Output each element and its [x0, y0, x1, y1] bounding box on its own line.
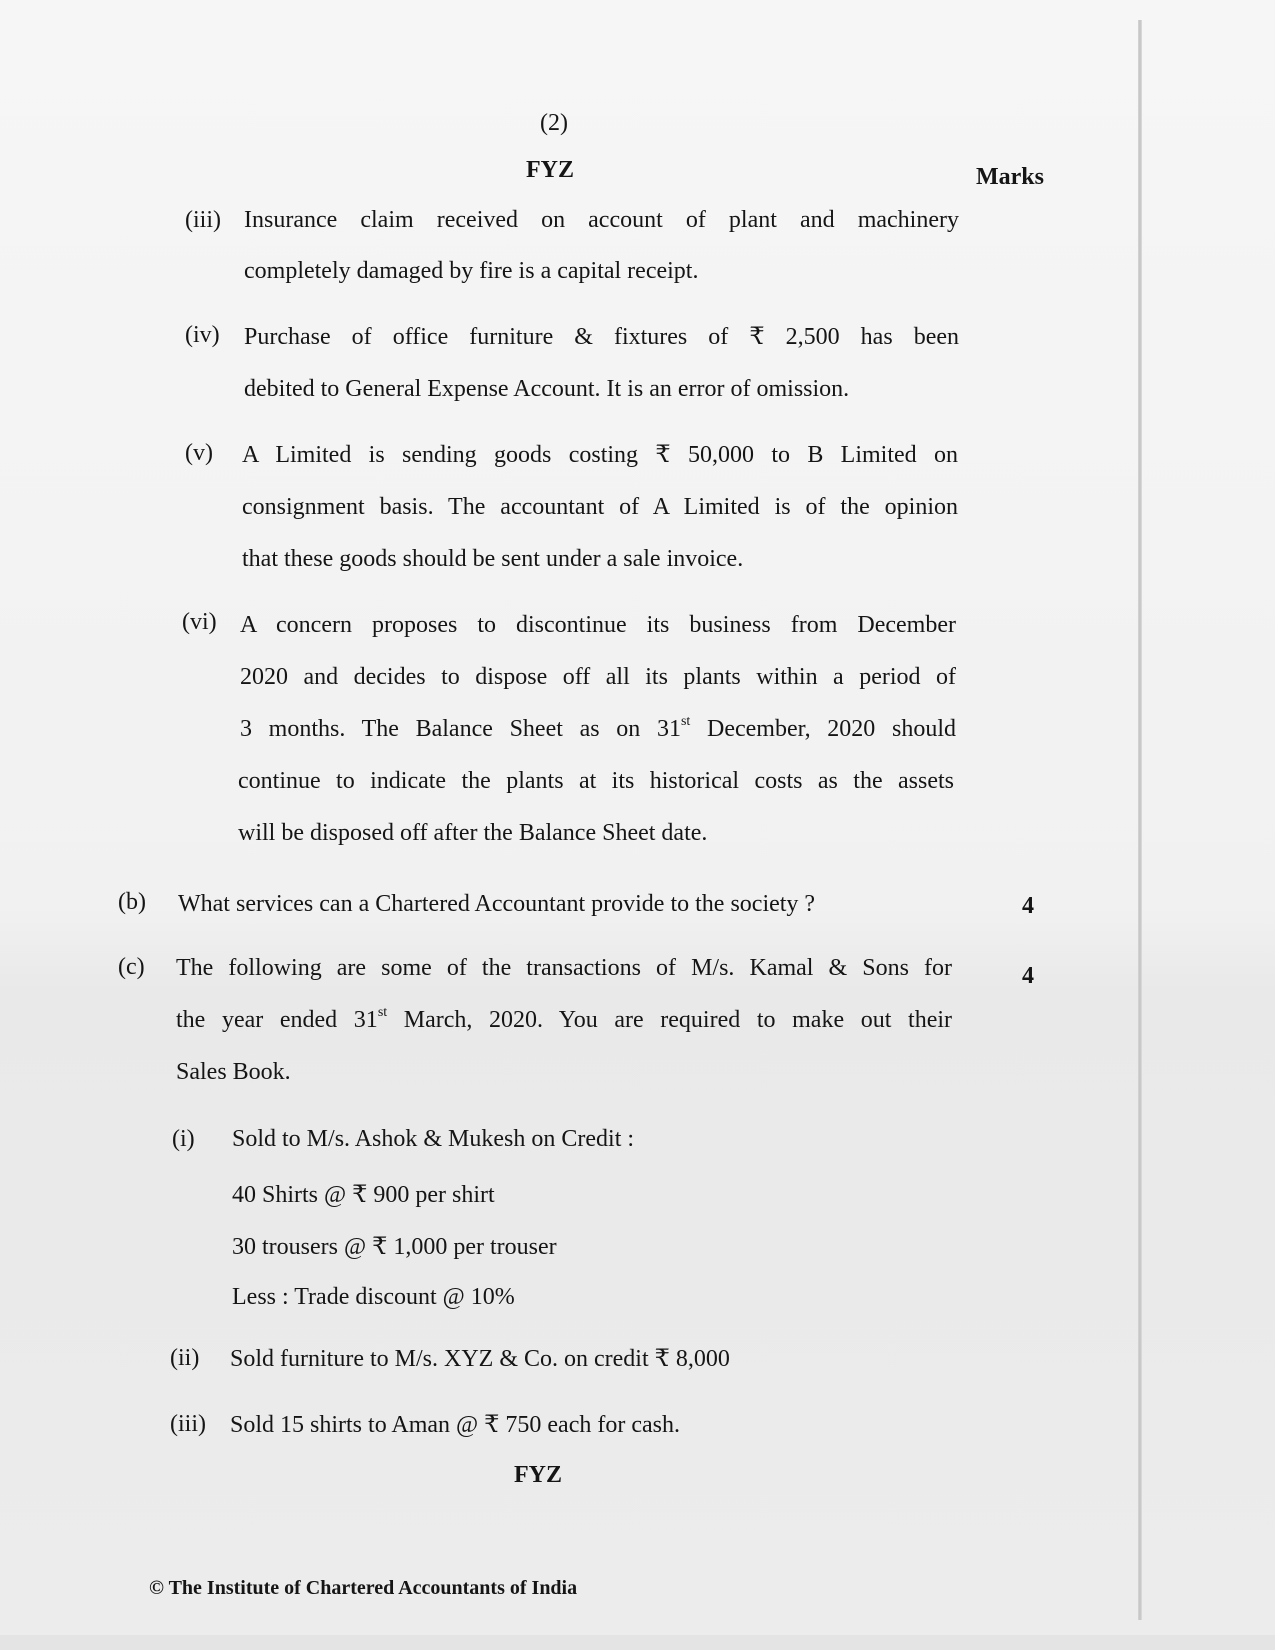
question-c-marker: (c): [118, 954, 145, 980]
page-edge-bottom: [0, 1635, 1275, 1650]
item-text-line: consignment basis. The accountant of A Limited is of the opinion: [242, 494, 958, 520]
item-marker: (iv): [185, 322, 220, 348]
text-segment: 3 months. The Balance Sheet as on 31: [240, 716, 681, 742]
item-marker: (vi): [182, 609, 217, 635]
transaction-line: 40 Shirts @ ₹ 900 per shirt: [232, 1182, 495, 1208]
item-text-line: Purchase of office furniture & fixtures of ₹ 2,500 has been: [244, 324, 959, 350]
item-text-line: will be disposed off after the Balance Sheet date.: [238, 820, 708, 846]
item-marker: (v): [185, 440, 213, 466]
paper-code-header: FYZ: [526, 157, 574, 183]
item-text-line: that these goods should be sent under a sale invoice.: [242, 546, 744, 572]
transaction-line: Sold furniture to M/s. XYZ & Co. on credit ₹ 8,000: [230, 1346, 730, 1372]
item-text-line: Insurance claim received on account of plant and machinery: [244, 207, 959, 233]
page-number: (2): [540, 110, 568, 136]
item-text-line: A Limited is sending goods costing ₹ 50,000 to B Limited on: [242, 442, 958, 468]
question-c-line: [176, 1005, 952, 1035]
transaction-line: Sold 15 shirts to Aman @ ₹ 750 each for cash.: [230, 1412, 680, 1438]
question-b-text: What services can a Chartered Accountant provide to the society ?: [178, 891, 816, 917]
question-c-line: Sales Book.: [176, 1059, 291, 1085]
page-edge-right: [1138, 20, 1142, 1620]
transaction-line: Sold to M/s. Ashok & Mukesh on Credit :: [232, 1126, 635, 1152]
superscript: st: [377, 1005, 388, 1020]
item-text-line: completely damaged by fire is a capital receipt.: [244, 258, 699, 284]
item-marker: (i): [172, 1126, 195, 1152]
text-segment: March, 2020. You are required to make out their: [387, 1007, 953, 1033]
marks-label: Marks: [976, 164, 1044, 190]
question-b-marker: (b): [118, 889, 146, 915]
item-text-line: A concern proposes to discontinue its business from December: [240, 612, 956, 638]
transaction-line: Less : Trade discount @ 10%: [232, 1284, 515, 1310]
text-segment: the year ended 31: [176, 1007, 378, 1033]
question-c-marks: 4: [1022, 963, 1034, 989]
item-marker: (ii): [170, 1345, 200, 1371]
text-segment: December, 2020 should: [690, 716, 956, 742]
item-marker: (iii): [185, 207, 221, 233]
superscript: st: [680, 714, 691, 729]
copyright-notice: © The Institute of Chartered Accountants of India: [149, 1577, 578, 1599]
paper-code-footer: FYZ: [514, 1462, 562, 1488]
question-b-marks: 4: [1022, 893, 1034, 919]
item-text-line: debited to General Expense Account. It is an error of omission.: [244, 376, 850, 402]
item-text-line: [240, 714, 956, 744]
item-marker: (iii): [170, 1411, 206, 1437]
transaction-line: 30 trousers @ ₹ 1,000 per trouser: [232, 1234, 557, 1260]
item-text-line: continue to indicate the plants at its historical costs as the assets: [238, 768, 954, 794]
item-text-line: 2020 and decides to dispose off all its plants within a period of: [240, 664, 956, 690]
question-c-line: The following are some of the transactions of M/s. Kamal & Sons for: [176, 955, 952, 981]
